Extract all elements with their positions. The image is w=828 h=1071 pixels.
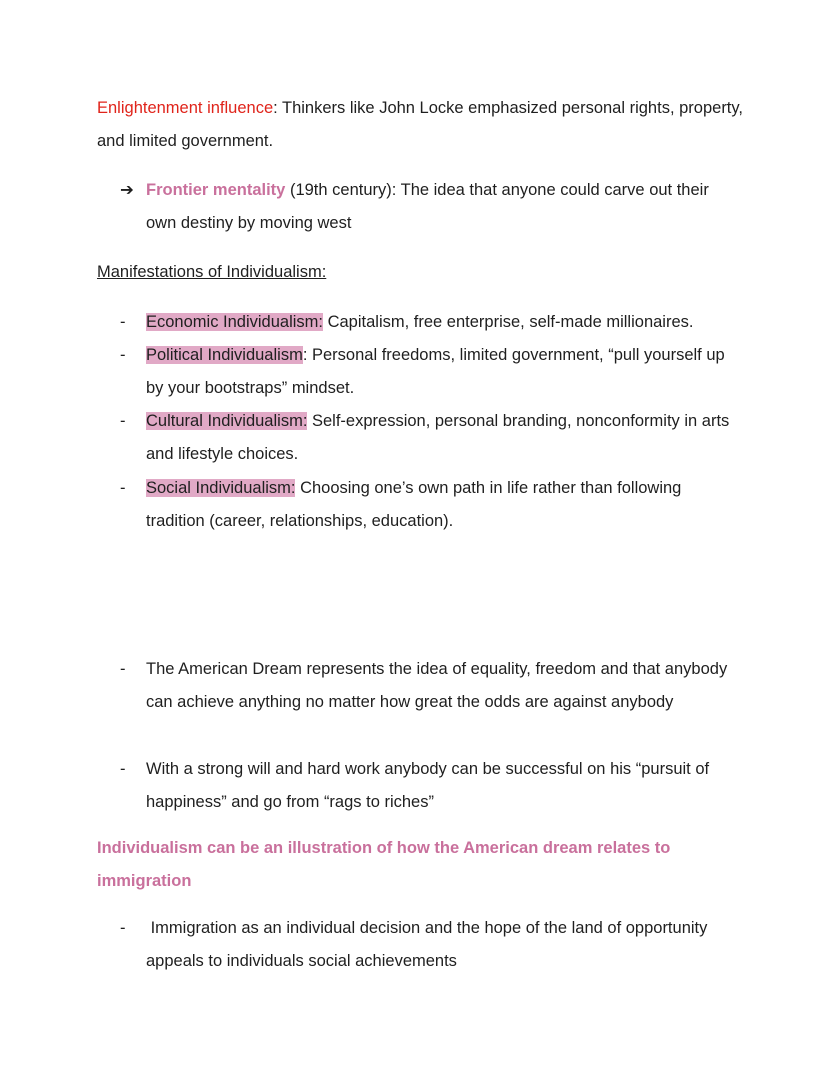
- social-text: Choosing one’s own path in life rather than following tradition (career, relationships, education).: [146, 479, 682, 530]
- list-item: [120, 472, 740, 538]
- list-item: [120, 405, 740, 471]
- enlightenment-label: Enlightenment influence: [97, 99, 274, 117]
- list-marker: -: [120, 313, 126, 331]
- list-marker: -: [120, 412, 126, 430]
- will-text: With a strong will and hard work anybody can be successful on his “pursuit of happiness” and go from “rags to riches”: [146, 760, 710, 811]
- list-marker: -: [120, 760, 126, 778]
- list-marker: -: [120, 919, 126, 937]
- list-item: [120, 912, 740, 978]
- frontier-item: [120, 174, 740, 240]
- list-item: [120, 306, 740, 339]
- frontier-text: (19th century): The idea that anyone could carve out their own destiny by moving west: [146, 181, 709, 232]
- arrow-icon: ➔: [120, 181, 134, 199]
- manifestations-heading: Manifestations of Individualism:: [97, 263, 327, 281]
- frontier-label: Frontier mentality: [146, 181, 286, 199]
- list-marker: -: [120, 660, 126, 678]
- economic-text: Capitalism, free enterprise, self-made millionaires.: [323, 313, 694, 331]
- cultural-label: Cultural Individualism:: [146, 412, 308, 430]
- enlightenment-paragraph: [97, 92, 747, 158]
- social-label: Social Individualism:: [146, 479, 296, 497]
- list-marker: -: [120, 346, 126, 364]
- cultural-text: Self-expression, personal branding, nonconformity in arts and lifestyle choices.: [146, 412, 730, 463]
- immigration-text: Immigration as an individual decision and the hope of the land of opportunity appeals to individuals social achievements: [146, 919, 712, 970]
- economic-label: Economic Individualism:: [146, 313, 323, 331]
- list-item: [120, 339, 740, 405]
- immigration-heading: Individualism can be an illustration of how the American dream relates to immigration: [97, 839, 671, 890]
- dream-text: The American Dream represents the idea of equality, freedom and that anybody can achieve anything no matter how great the odds are against anybody: [146, 660, 728, 711]
- list-item: [120, 653, 740, 719]
- enlightenment-text: : Thinkers like John Locke emphasized personal rights, property, and limited government.: [97, 99, 744, 150]
- list-item: [120, 753, 740, 819]
- political-label: Political Individualism: [146, 346, 303, 364]
- political-text: : Personal freedoms, limited government, “pull yourself up by your bootstraps” mindset.: [146, 346, 725, 397]
- list-marker: -: [120, 479, 126, 497]
